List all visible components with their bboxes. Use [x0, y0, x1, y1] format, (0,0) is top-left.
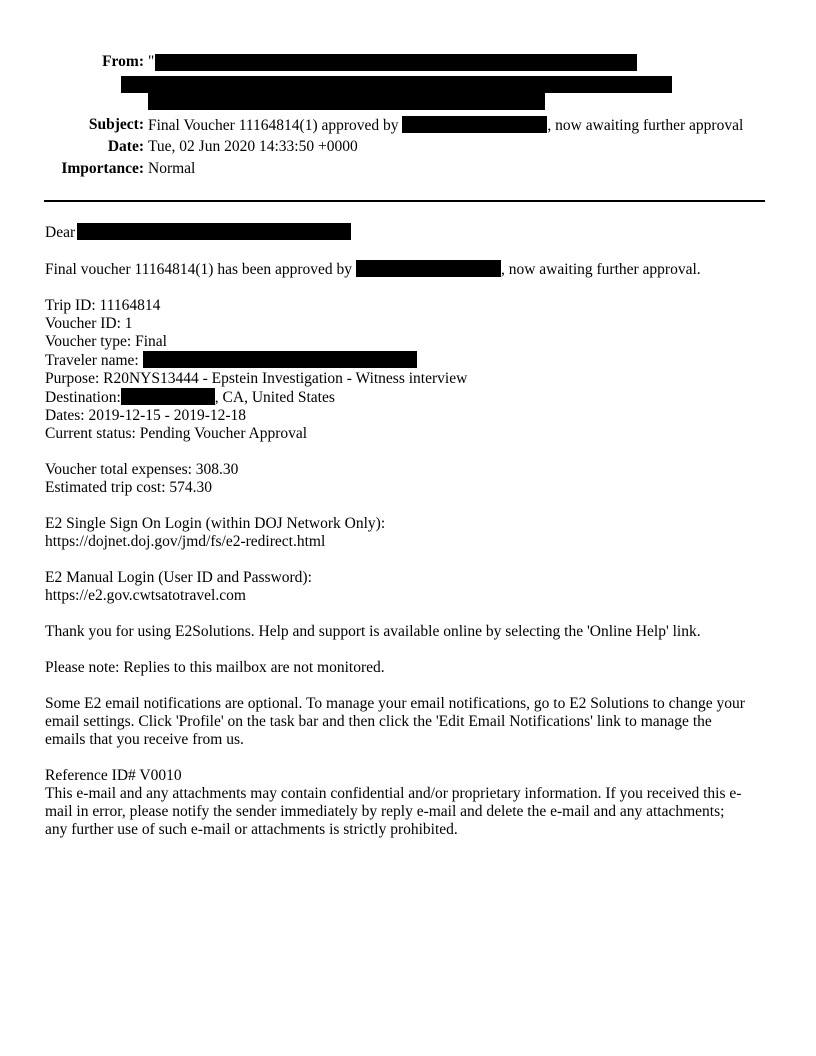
date-label: Date:: [107, 138, 144, 155]
traveler-name: [45, 351, 775, 370]
email-body: [45, 223, 775, 857]
footer-notice: [45, 767, 775, 839]
confidential-line-2: mail in error, please notify the sender immediately by reply e-mail and delete the e-mail and any attachments;: [45, 803, 725, 820]
destination-suffix: , CA, United States: [214, 389, 335, 406]
reference-id: Reference ID# V0010: [45, 767, 182, 784]
destination: [45, 388, 775, 407]
trip-id: Trip ID: 11164814: [45, 297, 161, 314]
confidential-line-1: This e-mail and any attachments may contain confidential and/or proprietary information. If you received this e-: [45, 785, 742, 802]
sso-label: E2 Single Sign On Login (within DOJ Network Only):: [45, 515, 386, 532]
purpose: Purpose: R20NYS13444 - Epstein Investigation - Witness interview: [45, 370, 468, 387]
manual-url[interactable]: https://e2.gov.cwtsatotravel.com: [45, 587, 246, 604]
thanks-text: [45, 623, 775, 641]
current-status: Current status: Pending Voucher Approval: [45, 425, 308, 442]
date-value: Tue, 02 Jun 2020 14:33:50 +0000: [148, 138, 358, 155]
voucher-total: Voucher total expenses: 308.30: [45, 461, 239, 478]
optional-line-2: email settings. Click 'Profile' on the task bar and then click the 'Edit Email Notifications' link to manage the: [45, 713, 712, 730]
header-divider: [44, 200, 765, 202]
sso-url[interactable]: https://dojnet.doj.gov/jmd/fs/e2-redirect.html: [45, 533, 326, 550]
thanks-line: Thank you for using E2Solutions. Help and support is available online by selecting the 'Online Help' link.: [45, 623, 701, 640]
salutation: [45, 223, 775, 242]
from-redaction-3: [148, 93, 545, 110]
approval-prefix: Final voucher 11164814(1) has been approved by: [45, 261, 353, 278]
manual-login: [45, 569, 775, 605]
traveler-name-label: Traveler name:: [45, 352, 139, 369]
dear-text: Dear: [45, 224, 76, 241]
approver-redaction: [356, 260, 501, 277]
confidential-line-3: any further use of such e-mail or attachments is strictly prohibited.: [45, 821, 458, 838]
from-value-prefix: ": [148, 53, 155, 70]
from-redaction-2: [121, 76, 672, 93]
destination-label: Destination:: [45, 389, 121, 406]
optional-line-1: Some E2 email notifications are optional. To manage your email notifications, go to E2 Solutions to change your: [45, 695, 745, 712]
cost-details: [45, 461, 775, 497]
importance-label: Importance:: [61, 160, 144, 177]
from-label: From:: [102, 53, 144, 70]
voucher-type: Voucher type: Final: [45, 333, 167, 350]
optional-notifications: [45, 695, 775, 749]
sso-login: [45, 515, 775, 551]
recipient-redaction: [77, 223, 351, 240]
traveler-name-redaction: [143, 351, 417, 368]
optional-line-3: emails that you receive from us.: [45, 731, 244, 748]
destination-redaction: [121, 388, 215, 405]
subject-suffix: , now awaiting further approval: [547, 117, 744, 134]
dates: Dates: 2019-12-15 - 2019-12-18: [45, 407, 247, 424]
approval-suffix: , now awaiting further approval.: [500, 261, 701, 278]
subject-prefix: Final Voucher 11164814(1) approved by: [148, 117, 399, 134]
note-line: Please note: Replies to this mailbox are not monitored.: [45, 659, 385, 676]
subject-value: [148, 116, 743, 135]
approval-line: [45, 260, 775, 279]
subject-redaction: [402, 116, 547, 133]
note-text: [45, 659, 775, 677]
voucher-id: Voucher ID: 1: [45, 315, 133, 332]
importance-value: Normal: [148, 160, 196, 177]
manual-label: E2 Manual Login (User ID and Password):: [45, 569, 312, 586]
subject-label: Subject:: [88, 116, 144, 133]
from-redaction-1: [155, 54, 637, 71]
trip-details: [45, 297, 775, 443]
estimated-cost: Estimated trip cost: 574.30: [45, 479, 213, 496]
